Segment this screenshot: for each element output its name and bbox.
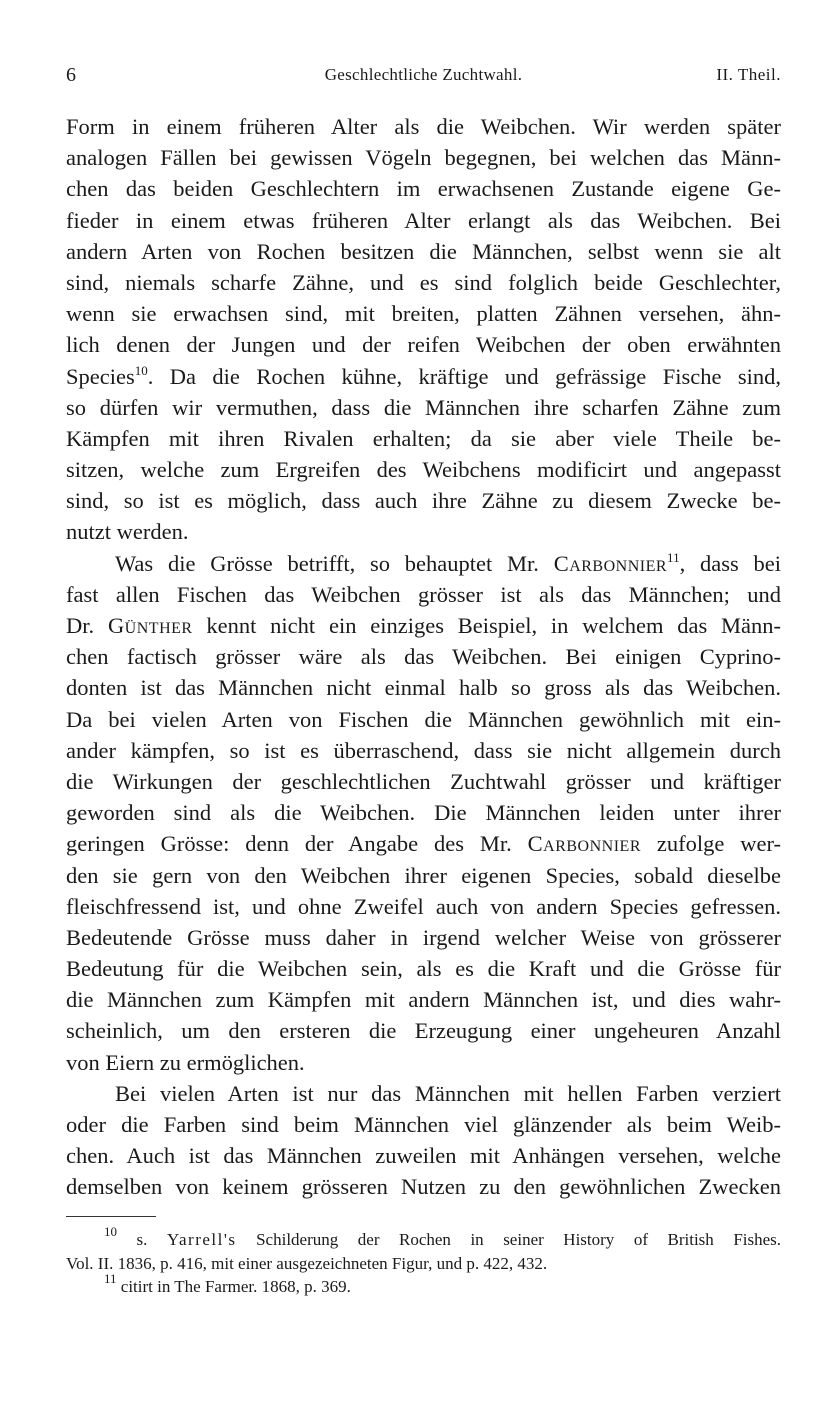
author-name: Carbonnier (527, 831, 641, 857)
paragraph-1 (66, 111, 781, 548)
text-line: geworden sind als die Weibchen. Die Männchen leiden unter ihrer (66, 800, 781, 826)
footnote-ref-11: 11 (667, 549, 680, 565)
footnote-10 (66, 1224, 782, 1252)
footnote-11 (66, 1271, 781, 1299)
footnote-mark: 10 (104, 1224, 117, 1239)
paragraph-3 (66, 1078, 781, 1203)
text-line: fleischfressend ist, und ohne Zweifel auch von andern Species gefressen. (66, 893, 781, 919)
text-line: nutzt werden. (66, 519, 189, 545)
text-line: oder die Farben sind beim Männchen viel glänzender als beim Weib- (66, 1112, 781, 1137)
paragraph-2 (66, 548, 781, 1078)
page-number: 6 (66, 64, 76, 86)
text-line: Bedeutung für die Weibchen sein, als es die Kraft und die Grösse für (66, 956, 781, 982)
author-name: Yarrell's (166, 1230, 237, 1249)
text-fragment: Was die Grösse betrifft, so behauptet Mr. (115, 550, 539, 576)
text-line: demselben von keinem grösseren Nutzen zu den gewöhnlichen Zwecken (66, 1174, 781, 1200)
text-line: scheinlich, um den ersteren die Erzeugung einer ungeheuren Anzahl (66, 1018, 781, 1044)
footnote-10-continued: Vol. II. 1836, p. 416, mit einer ausgezeichneten Figur, und p. 422, 432. (66, 1253, 548, 1273)
text-line: Bei vielen Arten ist nur das Männchen mit hellen Farben verziert (115, 1080, 781, 1106)
text-line: die Wirkungen der geschlechtlichen Zuchtwahl grösser und kräftiger (66, 768, 781, 794)
text-fragment: s. (136, 1230, 148, 1249)
text-line (66, 610, 781, 641)
text-fragment: Species (66, 363, 135, 389)
text-line: von Eiern zu ermöglichen. (66, 1049, 305, 1075)
text-line: chen factisch grösser wäre als das Weibchen. Bei einigen Cyprino- (66, 644, 781, 670)
running-header (66, 64, 781, 88)
footnote-mark: 11 (104, 1271, 117, 1286)
text-fragment: geringen Grösse: denn der Angabe des Mr. (66, 831, 512, 857)
text-line: so dürfen wir vermuthen, dass die Männchen ihre scharfen Zähne zum (66, 394, 781, 420)
text-line: sind, so ist es möglich, dass auch ihre Zähne zu diesem Zwecke be- (66, 488, 781, 514)
text-fragment: citirt in The Farmer. 1868, p. 369. (120, 1277, 351, 1296)
text-line: Kämpfen mit ihren Rivalen erhalten; da sie aber viele Theile be- (66, 425, 781, 451)
text-line (66, 361, 781, 392)
text-line: sind, niemals scharfe Zähne, und es sind folglich beide Geschlechter, (66, 269, 781, 295)
author-name: Carbonnier (553, 550, 668, 576)
text-line: den sie gern von den Weibchen ihrer eigenen Species, sobald dieselbe (66, 862, 781, 888)
text-line: analogen Fällen bei gewissen Vögeln begegnen, bei welchen das Männ- (66, 145, 781, 171)
text-line: sitzen, welche zum Ergreifen des Weibchens modificirt und angepasst (66, 457, 781, 483)
text-line: fieder in einem etwas früheren Alter erlangt als das Weibchen. Bei (66, 207, 781, 233)
text-fragment: . Da die Rochen kühne, kräftige und gefrässige Fische sind, (147, 363, 781, 389)
part-label: II. Theil. (716, 65, 781, 84)
text-fragment: Schilderung der Rochen in seiner History of British Fishes. (256, 1230, 782, 1249)
text-line (66, 548, 781, 579)
text-line: andern Arten von Rochen besitzen die Männchen, selbst wenn sie alt (66, 238, 781, 264)
text-line: die Männchen zum Kämpfen mit andern Männchen ist, und dies wahr- (66, 987, 781, 1013)
text-line: donten ist das Männchen nicht einmal halb so gross als das Weibchen. (66, 675, 781, 701)
text-line: Da bei vielen Arten von Fischen die Männchen gewöhnlich mit ein- (66, 706, 781, 732)
text-fragment: kennt nicht ein einziges Beispiel, in welchem das Männ- (206, 613, 782, 638)
text-line: Bedeutende Grösse muss daher in irgend welcher Weise von grösserer (66, 924, 781, 950)
body-text (66, 111, 781, 1203)
footnote-ref-10: 10 (134, 362, 148, 378)
text-line: chen. Auch ist das Männchen zuweilen mit Anhängen versehen, welche (66, 1143, 781, 1169)
text-line (66, 828, 781, 859)
text-line: chen das beiden Geschlechtern im erwachsenen Zustande eigene Ge- (66, 176, 781, 202)
footnotes (66, 1224, 782, 1299)
text-line: ander kämpfen, so ist es überraschend, dass sie nicht allgemein durch (66, 737, 781, 763)
footnote-rule (66, 1216, 156, 1217)
running-title: Geschlechtliche Zuchtwahl. (324, 65, 523, 84)
author-name: Günther (107, 613, 193, 638)
text-fragment: Dr. (66, 613, 95, 638)
text-fragment: , dass bei (679, 550, 782, 576)
text-line: lich denen der Jungen und der reifen Weibchen der oben erwähnten (66, 332, 781, 358)
text-line: fast allen Fischen das Weibchen grösser ist als das Männchen; und (66, 581, 781, 607)
text-fragment: zufolge wer- (656, 831, 781, 857)
text-line: Form in einem früheren Alter als die Weibchen. Wir werden später (66, 114, 781, 139)
text-line: wenn sie erwachsen sind, mit breiten, platten Zähnen versehen, ähn- (66, 301, 781, 327)
